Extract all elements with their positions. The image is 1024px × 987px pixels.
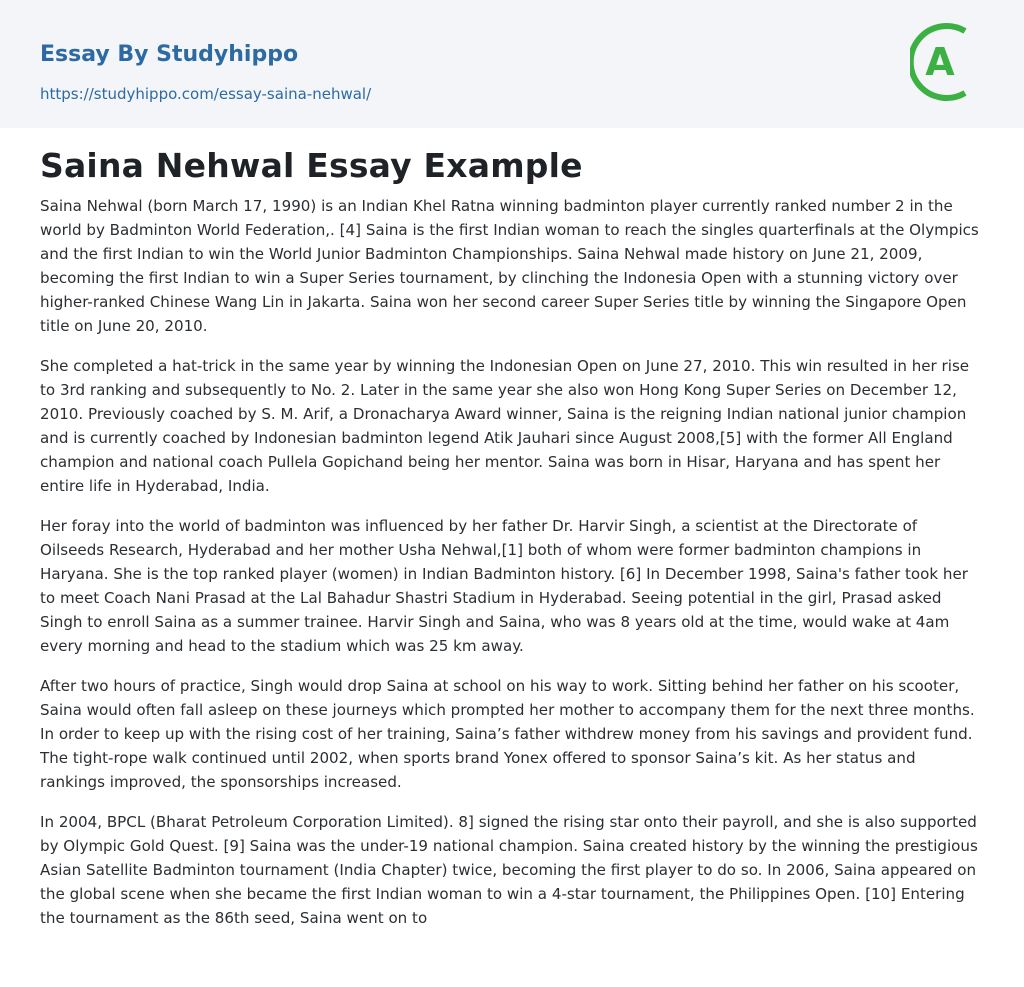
essay-paragraph: Her foray into the world of badminton was influenced by her father Dr. Harvir Singh, a scientist at the Directorate of Oilseeds Research, Hyderabad and her mother Usha Nehwal,[1] both of whom were former badminton champions in Haryana. She is the top ranked player (women) in Indian Badminton history. [6] In December 1998, Saina's father took her to meet Coach Nani Prasad at the Lal Bahadur Shastri Stadium in Hyderabad. Seeing potential in the girl, Prasad asked Singh to enroll Saina as a summer trainee. Harvir Singh and Saina, who was 8 years old at the time, would wake at 4am every morning and head to the stadium which was 25 km away. <box>40 517 968 655</box>
logo-letter: A <box>925 40 955 84</box>
essay-body <box>40 194 984 934</box>
studyhippo-logo-icon[interactable] <box>910 18 988 106</box>
essay-paragraph: In 2004, BPCL (Bharat Petroleum Corporation Limited). 8] signed the rising star onto their payroll, and she is also supported by Olympic Gold Quest. [9] Saina was the under-19 national champion. Saina created history by the winning the prestigious Asian Satellite Badminton tournament (India Chapter) twice, becoming the first player to do so. In 2006, Saina appeared on the global scene when she became the first Indian woman to win a 4-star tournament, the Philippines Open. [10] Entering the tournament as the 86th seed, Saina went on to <box>40 813 978 927</box>
site-header <box>0 0 1024 128</box>
essay-paragraph: After two hours of practice, Singh would drop Saina at school on his way to work. Sitting behind her father on his scooter, Saina would often fall asleep on these journeys which prompted her mother to accompany them for the next three months. In order to keep up with the rising cost of her training, Saina’s father withdrew money from his savings and provident fund. The tight-rope walk continued until 2002, when sports brand Yonex offered to sponsor Saina’s kit. As her status and rankings improved, the sponsorships increased. <box>40 677 975 791</box>
brand-title[interactable]: Essay By Studyhippo <box>40 42 299 67</box>
page-title: Saina Nehwal Essay Example <box>40 146 583 185</box>
essay-paragraph: Saina Nehwal (born March 17, 1990) is an Indian Khel Ratna winning badminton player currently ranked number 2 in the world by Badminton World Federation,. [4] Saina is the first Indian woman to reach the singles quarterfinals at the Olympics and the first Indian to win the World Junior Badminton Championships. Saina Nehwal made history on June 21, 2009, becoming the first Indian to win a Super Series tournament, by clinching the Indonesia Open with a stunning victory over higher-ranked Chinese Wang Lin in Jakarta. Saina won her second career Super Series title by winning the Singapore Open title on June 20, 2010. <box>40 197 979 335</box>
page-url-link[interactable]: https://studyhippo.com/essay-saina-nehwal/ <box>40 85 372 103</box>
essay-paragraph: She completed a hat-trick in the same year by winning the Indonesian Open on June 27, 2010. This win resulted in her rise to 3rd ranking and subsequently to No. 2. Later in the same year she also won Hong Kong Super Series on December 12, 2010. Previously coached by S. M. Arif, a Dronacharya Award winner, Saina is the reigning Indian national junior champion and is currently coached by Indonesian badminton legend Atik Jauhari since August 2008,[5] with the former All England champion and national coach Pullela Gopichand being her mentor. Saina was born in Hisar, Haryana and has spent her entire life in Hyderabad, India. <box>40 357 970 495</box>
